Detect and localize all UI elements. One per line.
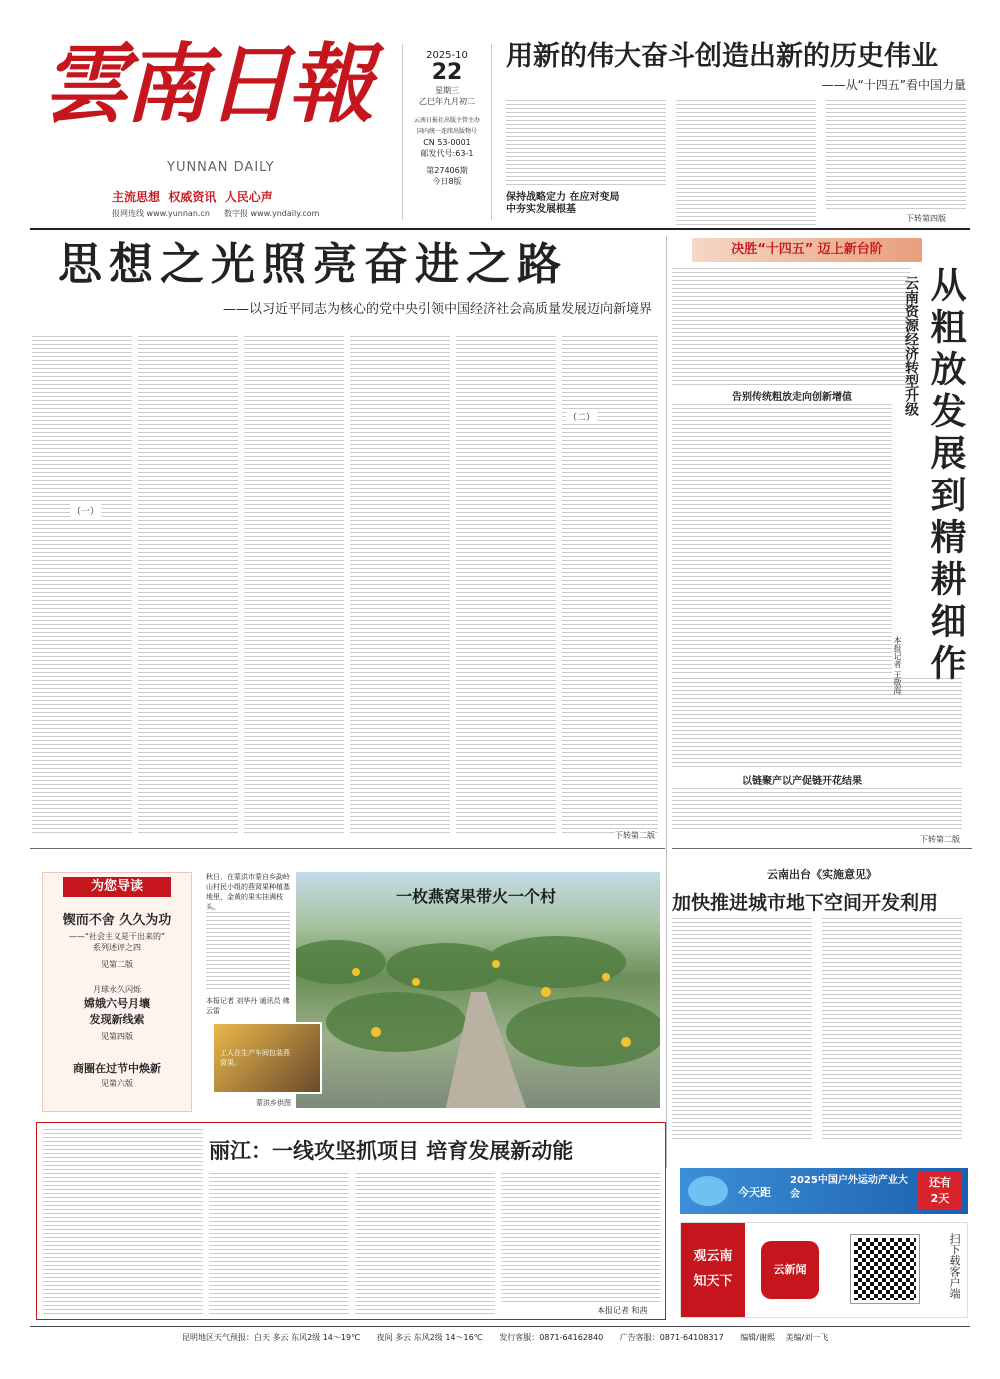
lead-col-2	[138, 336, 238, 836]
guide-item3-page: 见第六版	[101, 1079, 133, 1088]
footer-design: 美编/刘一飞	[785, 1333, 829, 1342]
lijiang-col-3	[355, 1173, 495, 1315]
lijiang-story	[36, 1122, 666, 1320]
footer	[182, 1332, 972, 1343]
side-link[interactable]: 下转第二版	[920, 835, 960, 844]
qr-code[interactable]	[851, 1235, 919, 1303]
side-col-text	[672, 268, 910, 386]
lead-title[interactable]: 思想之光照亮奋进之路	[58, 239, 568, 290]
outdoor-ad-days-label: 还有	[929, 1176, 951, 1189]
side-col-text-4	[672, 788, 962, 832]
photo-story	[206, 872, 660, 1108]
side-col-text-2	[672, 404, 892, 674]
side-col-text-3	[672, 678, 962, 770]
guide-item1-page: 见第二版	[101, 960, 133, 969]
date-year-month: 2025-10	[426, 50, 468, 61]
policy-title[interactable]: 加快推进城市地下空间开发利用	[672, 892, 939, 914]
guide-box	[42, 872, 192, 1112]
qr-text: 扫下载客户端	[948, 1233, 961, 1299]
outdoor-ad-today: 今天距	[738, 1186, 771, 1199]
lead-section-2: （二）	[566, 410, 597, 423]
lead-section-1: （一）	[70, 504, 101, 517]
top-story-subhead	[506, 192, 666, 216]
lead-col-4	[350, 336, 450, 836]
side-banner	[692, 238, 922, 262]
app-slogan-1: 观云南	[693, 1249, 733, 1264]
footer-weather: 昆明地区天气预报：白天 多云 东风2级 14～19℃	[182, 1333, 361, 1342]
masthead-site-1[interactable]: 报网连线 www.yunnan.cn	[112, 209, 210, 218]
app-slogan	[681, 1223, 745, 1317]
top-story-subhead-2: 中夯实发展根基	[506, 204, 576, 215]
outdoor-ad-count	[918, 1172, 962, 1210]
top-story-col-3	[826, 100, 966, 212]
guide-item2-title[interactable]: 嫦娥六号月壤	[84, 997, 150, 1010]
app-promo	[680, 1222, 968, 1318]
masthead-site-2[interactable]: 数字报 www.yndaily.com	[224, 209, 320, 218]
side-heading-1: 告别传统粗放走向创新增值	[732, 392, 852, 403]
guide-item2-pre: 月球永久闪烁	[93, 985, 141, 994]
outdoor-ad-brand: 2025中国户外运动产业大会	[790, 1175, 908, 1200]
date-issue: 第27406期	[426, 166, 468, 175]
photo-caption	[206, 912, 290, 992]
lead-link[interactable]: 下转第二版	[615, 831, 655, 840]
masthead-title: 雲南日報	[42, 34, 370, 135]
footer-adline: 广告客服：0871-64108317	[619, 1333, 724, 1342]
app-slogan-2: 知天下	[693, 1274, 733, 1289]
photo-credit: 本报记者 刘华丹 通讯员 佛云雷	[206, 997, 290, 1015]
lijiang-col-1	[43, 1129, 203, 1315]
side-banner-text: 决胜“十四五” 迈上新台阶	[731, 242, 883, 257]
photo-inset-caption: 工人在生产车间包装燕窝果。	[220, 1049, 290, 1067]
date-pages: 今日8版	[432, 177, 462, 186]
top-story-title[interactable]: 用新的伟大奋斗创造出新的历史伟业	[506, 41, 938, 72]
guide-item1-sub2: 系列述评之四	[93, 943, 141, 952]
app-name: 云新闻	[773, 1263, 807, 1276]
photo-caption-lead: 秋日，在蒙洪市蒙自乡勐岭山村民小组的燕窝果种植基地里，金黄的果实挂满枝头。	[206, 873, 290, 911]
lead-col-5	[456, 336, 556, 836]
lijiang-byline: 本报记者 和茜	[597, 1306, 648, 1315]
side-heading-2: 以链聚产以产促链开花结果	[742, 776, 862, 787]
photo-inset-credit: 蒙洪乡供图	[256, 1099, 291, 1107]
lead-story	[30, 236, 660, 842]
policy-col-1	[672, 918, 812, 1140]
date-day: 22	[431, 60, 463, 85]
top-story-col-2	[676, 100, 816, 225]
masthead-english: YUNNAN DAILY	[167, 160, 275, 175]
lead-col-3	[244, 336, 344, 836]
lead-col-1	[32, 336, 132, 836]
top-story-link[interactable]: 下转第四版	[906, 214, 946, 223]
policy-story	[672, 866, 972, 1156]
side-vsub: 云南资源经济转型升级	[903, 276, 919, 416]
photo-main	[296, 872, 660, 1108]
date-weekday: 星期三	[435, 86, 459, 95]
policy-col-2	[822, 918, 962, 1140]
date-post: 邮发代号:63-1	[420, 149, 474, 158]
top-story-col-1	[506, 100, 666, 188]
photo-title[interactable]: 一枚燕窝果带火一个村	[396, 887, 557, 906]
side-byline: 本报记者 王敬海	[893, 636, 902, 695]
outdoor-ad-logo	[688, 1176, 728, 1206]
masthead	[42, 20, 392, 220]
date-serial: 国内统一连续出版物号	[416, 128, 477, 135]
side-vtitle[interactable]: 从粗放发展到精耕细作	[925, 266, 967, 686]
side-vertical-title	[903, 266, 972, 696]
footer-hotline: 发行客服：0871-64162840	[499, 1333, 604, 1342]
guide-item3-title[interactable]: 商圈在过节中焕新	[73, 1062, 161, 1075]
top-story-subtitle: ——从“十四五”看中国力量	[821, 78, 966, 92]
footer-night: 夜间 多云 东风2级 14～16℃	[376, 1333, 483, 1342]
app-icon[interactable]	[761, 1241, 819, 1299]
top-story-subhead-1: 保持战略定力 在应对变局	[506, 192, 620, 203]
guide-item1-title[interactable]: 锲而不舍 久久为功	[62, 913, 172, 928]
lijiang-col-4	[501, 1173, 661, 1303]
date-box	[402, 44, 492, 220]
lijiang-col-2	[209, 1173, 349, 1315]
guide-item2-title-2[interactable]: 发现新线索	[89, 1013, 145, 1026]
lijiang-title[interactable]: 丽江：一线攻坚抓项目 培育发展新动能	[209, 1139, 574, 1163]
policy-kicker: 云南出台《实施意见》	[767, 868, 877, 881]
guide-item2-page: 见第四版	[101, 1032, 133, 1041]
footer-editor: 编辑/谢熙	[740, 1333, 775, 1342]
guide-header: 为您导读	[63, 877, 171, 897]
outdoor-ad-days: 2天	[930, 1192, 950, 1205]
date-cn: CN 53-0001	[423, 138, 471, 147]
dragonfruit-field-image	[296, 872, 660, 1108]
date-lunar: 乙巳年九月初二	[419, 97, 475, 106]
date-publisher: 云南日报社出版主管主办	[413, 117, 480, 124]
side-story	[672, 236, 972, 846]
outdoor-ad[interactable]	[680, 1168, 968, 1214]
lead-subtitle: ——以习近平同志为核心的党中央引领中国经济社会高质量发展迈向新境界	[222, 302, 652, 317]
top-story	[506, 40, 966, 225]
guide-item1-sub: ——“社会主义是干出来的”	[68, 932, 166, 941]
masthead-slogans: 主流思想 权威资讯 人民心声	[112, 190, 273, 204]
